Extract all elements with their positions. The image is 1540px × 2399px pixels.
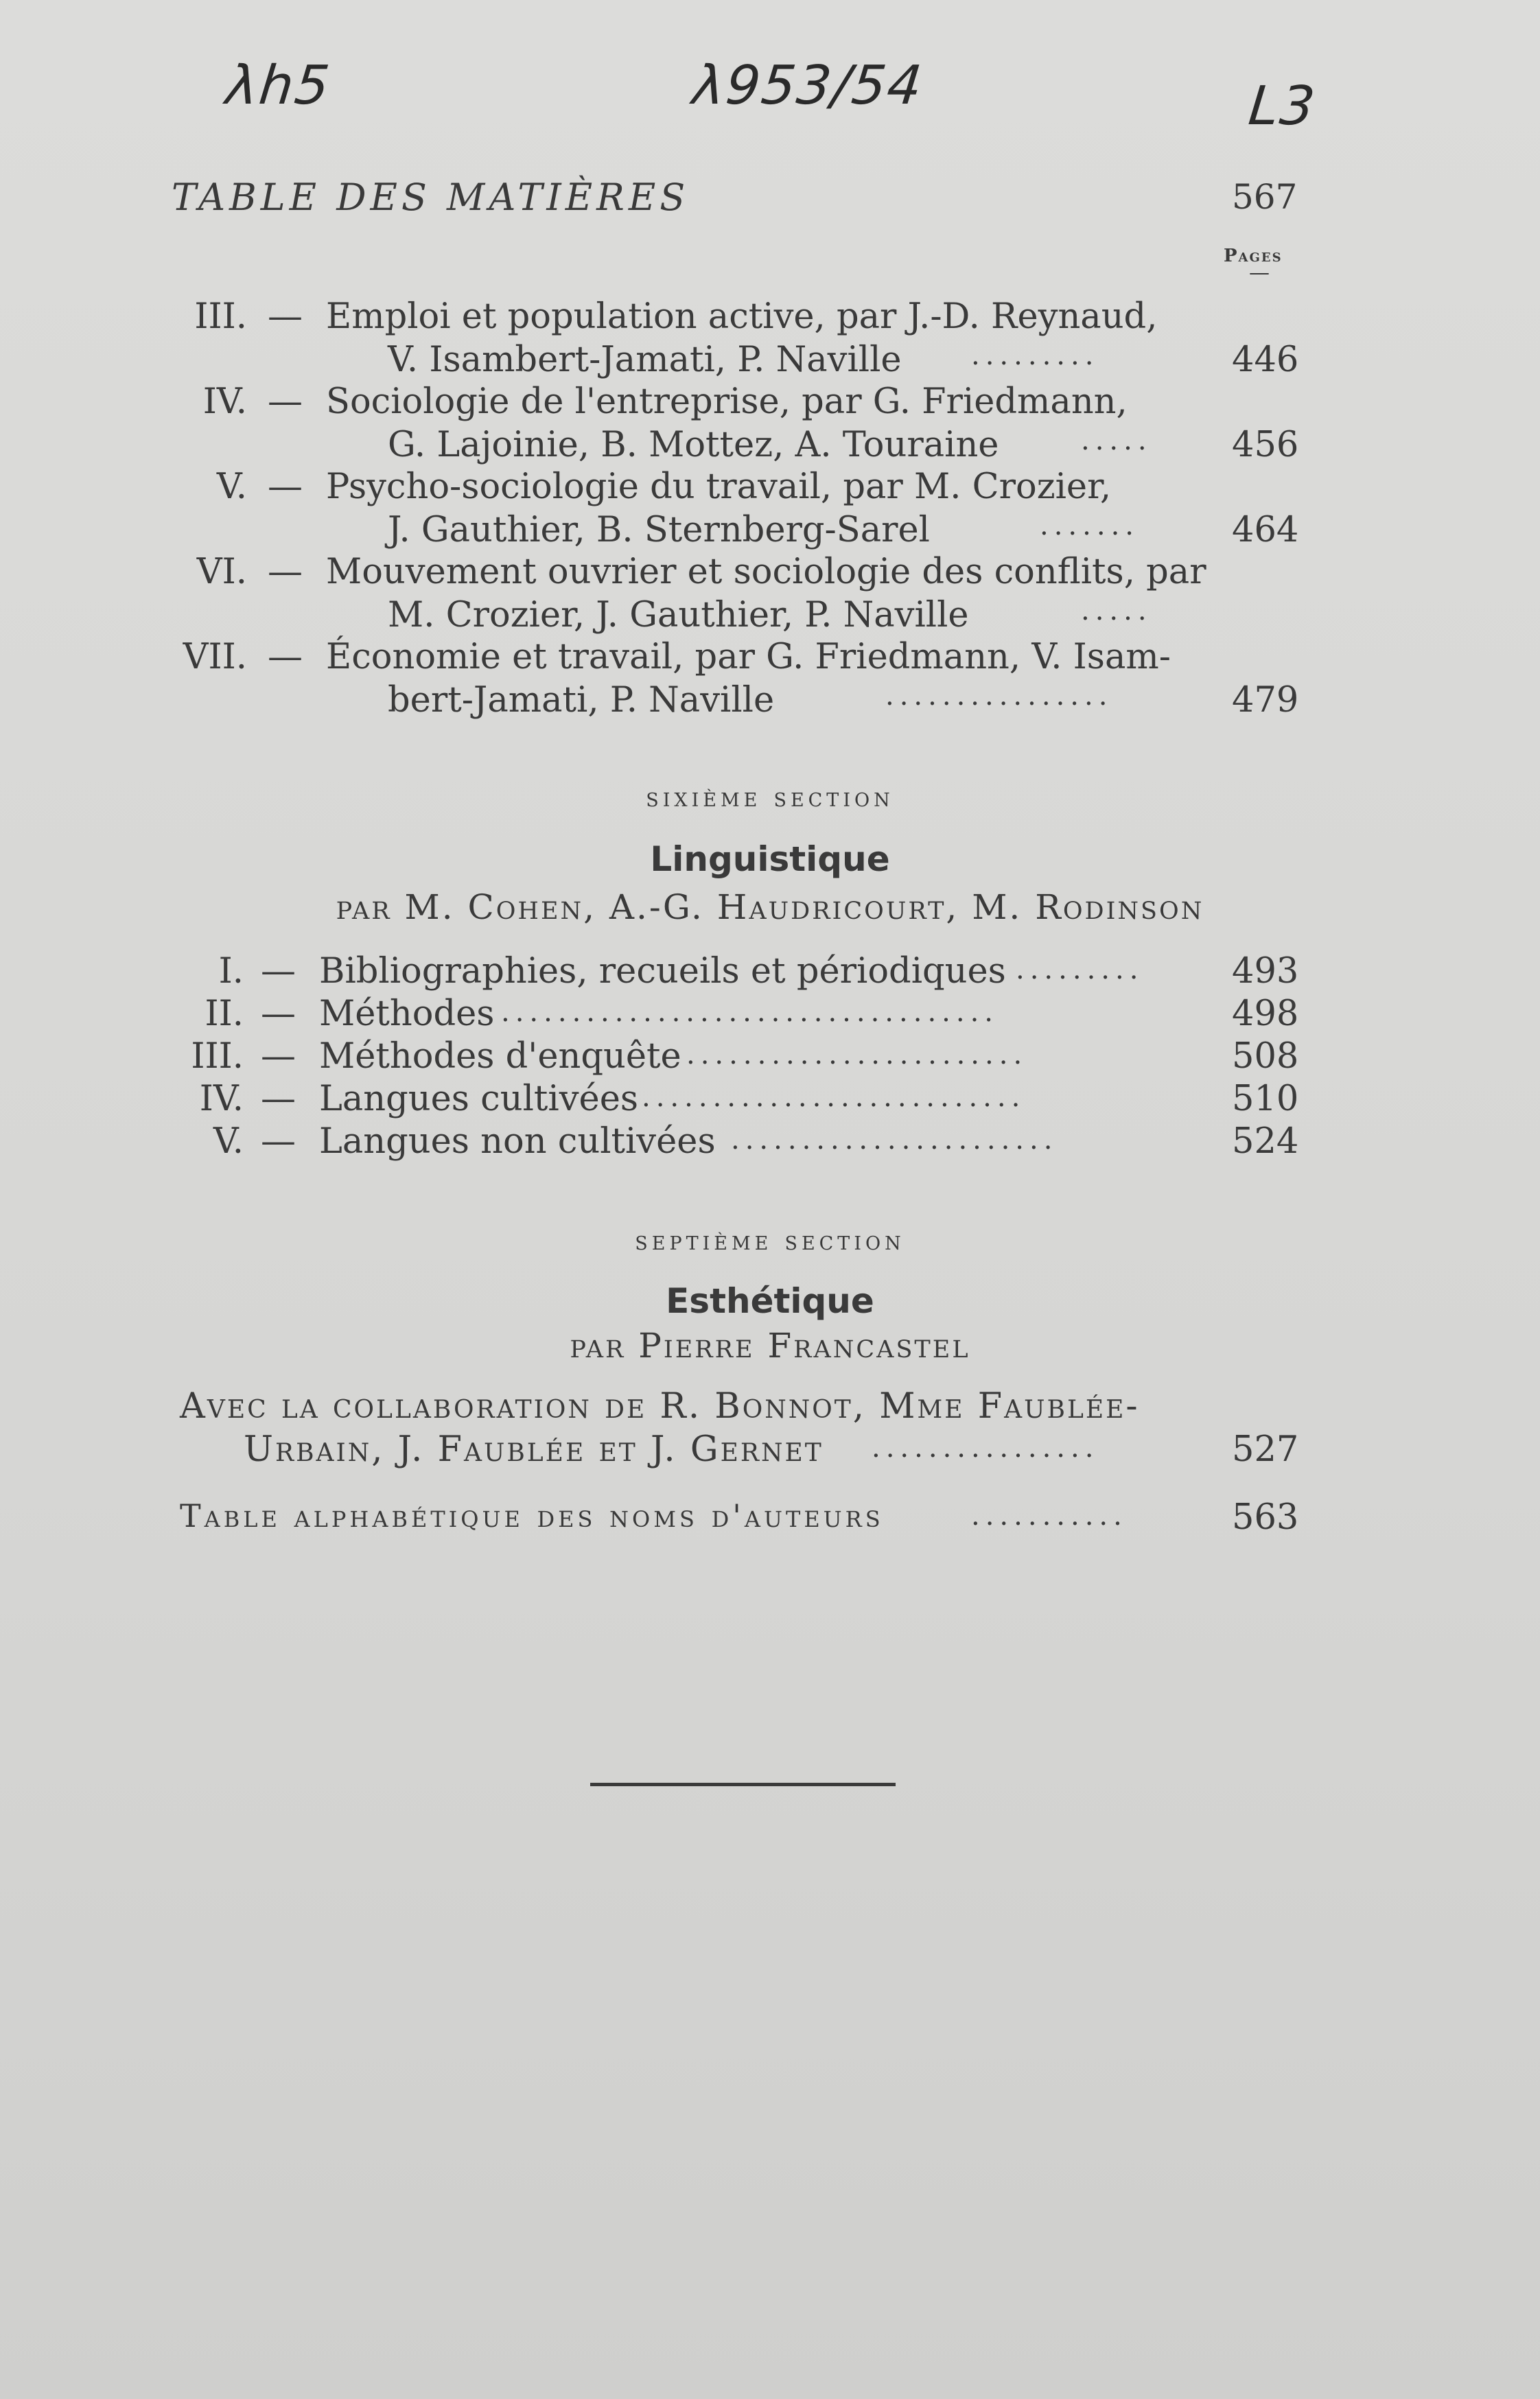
entry-number: III. bbox=[191, 1036, 244, 1077]
entry-number: I. bbox=[218, 951, 244, 992]
entry-dash: — bbox=[261, 994, 296, 1034]
entry-title: Économie et travail, par G. Friedmann, V. Isam- bbox=[326, 637, 1171, 677]
section-byline-text: par Pierre Francastel bbox=[570, 1326, 970, 1366]
page-number: 567 bbox=[1232, 177, 1298, 217]
entry-page: 508 bbox=[1232, 1036, 1299, 1077]
entry-leader-dots: ........................ bbox=[686, 1039, 1028, 1070]
pages-column-label: Pages bbox=[1224, 246, 1283, 266]
collaboration-line: Urbain, J. Faublée et J. Gernet bbox=[244, 1429, 824, 1470]
entry-title: Méthodes d'enquête bbox=[319, 1036, 681, 1077]
entry-number: IV. bbox=[202, 382, 247, 422]
entry-title: Langues non cultivées bbox=[319, 1121, 716, 1162]
entry-page: 527 bbox=[1232, 1429, 1299, 1470]
entry-page: 464 bbox=[1232, 510, 1299, 550]
entry-number: V. bbox=[216, 467, 247, 507]
entry-number: II. bbox=[205, 994, 244, 1034]
entry-title: Langues cultivées bbox=[319, 1079, 639, 1119]
entry-title: Mouvement ouvrier et sociologie des conflits, par bbox=[326, 552, 1206, 592]
entry-title: Sociologie de l'entreprise, par G. Friedmann, bbox=[326, 382, 1128, 422]
closing-rule bbox=[590, 1783, 896, 1786]
entry-page: 524 bbox=[1232, 1121, 1299, 1162]
entry-title: Méthodes bbox=[319, 994, 495, 1034]
section-byline bbox=[0, 1326, 1540, 1366]
entry-number: V. bbox=[213, 1121, 244, 1162]
entry-authors: bert-Jamati, P. Naville bbox=[388, 680, 775, 721]
handwritten-note-left: λh5 bbox=[223, 55, 334, 117]
entry-page: 493 bbox=[1232, 951, 1299, 992]
entry-title: Emploi et population active, par J.-D. Reynaud, bbox=[326, 296, 1158, 337]
entry-page: 456 bbox=[1232, 425, 1299, 465]
entry-number: VII. bbox=[183, 637, 247, 677]
entry-title: Bibliographies, recueils et périodiques bbox=[319, 951, 1006, 992]
entry-leader-dots: ......... bbox=[1016, 954, 1144, 985]
section-byline: par M. Cohen, A.-G. Haudricourt, M. Rodinson bbox=[336, 887, 1204, 927]
entry-dash: — bbox=[261, 1036, 296, 1077]
entry-leader-dots: ................ bbox=[872, 1432, 1099, 1464]
entry-leader-dots: ....................... bbox=[731, 1124, 1058, 1156]
section-title: Linguistique bbox=[650, 839, 890, 879]
entry-number: IV. bbox=[199, 1079, 244, 1119]
entry-page: 479 bbox=[1232, 680, 1299, 721]
entry-dash: — bbox=[268, 552, 303, 592]
entry-dash: — bbox=[268, 467, 303, 507]
entry-leader-dots: ....... bbox=[1040, 510, 1140, 541]
entry-dash: — bbox=[261, 1079, 296, 1119]
pages-column-dash: — bbox=[1249, 261, 1270, 285]
entry-page: 510 bbox=[1232, 1079, 1299, 1119]
entry-authors: J. Gauthier, B. Sternberg-Sarel bbox=[388, 510, 930, 550]
section-title: Esthétique bbox=[666, 1281, 874, 1321]
entry-page: 498 bbox=[1232, 994, 1299, 1034]
entry-dash: — bbox=[268, 382, 303, 422]
section-label: septième section bbox=[635, 1226, 905, 1256]
entry-authors: M. Crozier, J. Gauthier, P. Naville bbox=[388, 595, 969, 635]
entry-leader-dots: ........................... bbox=[642, 1081, 1026, 1113]
entry-dash: — bbox=[261, 1121, 296, 1162]
collaboration-line: Avec la collaboration de R. Bonnot, Mme Faublée- bbox=[180, 1386, 1140, 1427]
section-label: sixième section bbox=[646, 782, 894, 812]
entry-page: 446 bbox=[1232, 340, 1299, 380]
entry-page: 563 bbox=[1232, 1497, 1299, 1538]
entry-leader-dots: ......... bbox=[971, 340, 1099, 371]
index-title: Table alphabétique des noms d'auteurs bbox=[180, 1497, 884, 1534]
entry-leader-dots: ........... bbox=[971, 1500, 1128, 1532]
entry-title: Psycho-sociologie du travail, par M. Crozier, bbox=[326, 467, 1112, 507]
entry-authors: V. Isambert-Jamati, P. Naville bbox=[388, 340, 902, 380]
running-title: TABLE DES MATIÈRES bbox=[172, 176, 690, 219]
entry-dash: — bbox=[261, 951, 296, 992]
entry-leader-dots: ..... bbox=[1081, 425, 1152, 456]
entry-leader-dots: ..... bbox=[1081, 595, 1152, 627]
entry-authors: G. Lajoinie, B. Mottez, A. Touraine bbox=[388, 425, 999, 465]
entry-leader-dots: ................................... bbox=[501, 996, 999, 1028]
entry-leader-dots: ................ bbox=[885, 680, 1113, 712]
handwritten-note-right: L3 bbox=[1246, 75, 1319, 137]
entry-number: III. bbox=[194, 296, 247, 337]
entry-dash: — bbox=[268, 296, 303, 337]
entry-number: VI. bbox=[196, 552, 247, 592]
handwritten-note-center: λ953/54 bbox=[690, 55, 926, 117]
entry-dash: — bbox=[268, 637, 303, 677]
